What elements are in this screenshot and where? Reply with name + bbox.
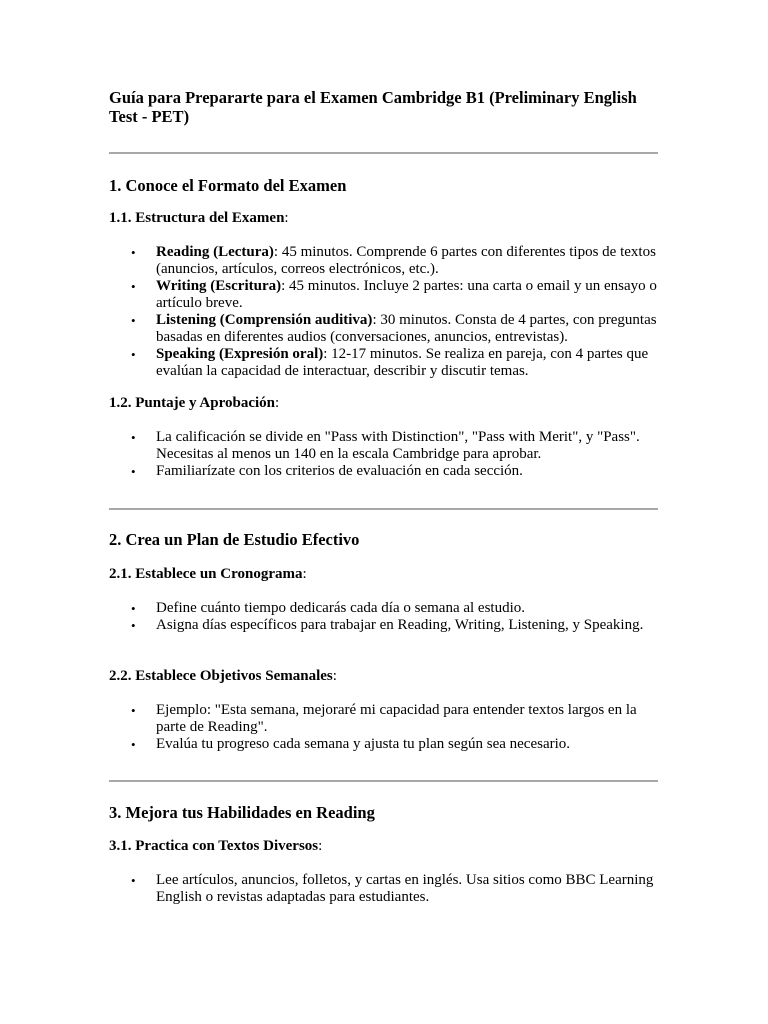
subsection-heading-2-1: 2.1. Establece un Cronograma: (109, 566, 307, 582)
subsection-heading-1-1: 1.1. Estructura del Examen: (109, 210, 289, 226)
list-item: • Speaking (Expresión oral): 12-17 minutos. Se realiza en pareja, con 4 partes que evalúan la capacidad de interactuar, describir y discutir temas. (109, 346, 659, 380)
list-2-2 (109, 702, 659, 753)
document-title: Guía para Prepararte para el Examen Cambridge B1 (Preliminary English Test - PET) (109, 88, 637, 126)
list-item: • Define cuánto tiempo dedicarás cada día o semana al estudio. (109, 600, 659, 617)
list-item: • Reading (Lectura): 45 minutos. Comprende 6 partes con diferentes tipos de textos (anuncios, artículos, correos electrónicos, etc.). (109, 244, 659, 278)
list-2-1 (109, 600, 659, 634)
list-item: • La calificación se divide en "Pass with Distinction", "Pass with Merit", y "Pass". Necesitas al menos un 140 en la escala Cambridge para aprobar. (109, 429, 659, 463)
list-item: • Evalúa tu progreso cada semana y ajusta tu plan según sea necesario. (109, 736, 659, 753)
list-item: • Writing (Escritura): 45 minutos. Incluye 2 partes: una carta o email y un ensayo o artículo breve. (109, 278, 659, 312)
list-item: • Ejemplo: "Esta semana, mejoraré mi capacidad para entender textos largos en la parte de Reading". (109, 702, 659, 736)
list-3-1 (109, 872, 659, 906)
section-heading-1: 1. Conoce el Formato del Examen (109, 176, 347, 195)
section-heading-2: 2. Crea un Plan de Estudio Efectivo (109, 530, 360, 549)
list-item: • Familiarízate con los criterios de evaluación en cada sección. (109, 463, 659, 480)
horizontal-rule (109, 780, 658, 782)
list-item: • Lee artículos, anuncios, folletos, y cartas en inglés. Usa sitios como BBC Learning English o revistas adaptadas para estudiantes. (109, 872, 659, 906)
list-1-2 (109, 429, 659, 480)
horizontal-rule (109, 152, 658, 154)
subsection-heading-2-2: 2.2. Establece Objetivos Semanales: (109, 668, 337, 684)
list-1-1 (109, 244, 659, 380)
subsection-heading-3-1: 3.1. Practica con Textos Diversos: (109, 838, 323, 854)
list-item: • Listening (Comprensión auditiva): 30 minutos. Consta de 4 partes, con preguntas basadas en diferentes audios (conversaciones, anuncios, entrevistas). (109, 312, 659, 346)
section-heading-3: 3. Mejora tus Habilidades en Reading (109, 803, 375, 822)
subsection-heading-1-2: 1.2. Puntaje y Aprobación: (109, 395, 280, 411)
horizontal-rule (109, 508, 658, 510)
list-item: • Asigna días específicos para trabajar en Reading, Writing, Listening, y Speaking. (109, 617, 659, 634)
